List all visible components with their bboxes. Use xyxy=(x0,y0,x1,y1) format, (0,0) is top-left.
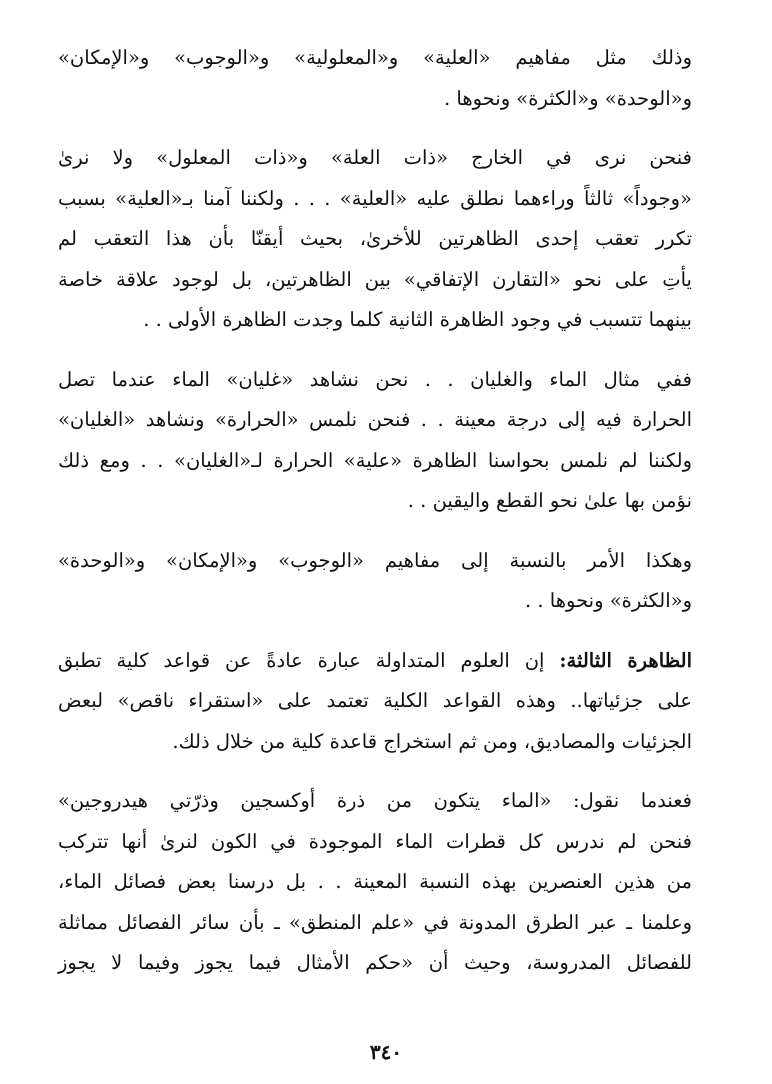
paragraph-other-concepts xyxy=(58,541,714,622)
text-line: «وجوداً» ثالثاً وراءهما نطلق عليه «العلية» . . . ولكننا آمنا بـ«العلية» بسبب xyxy=(58,186,692,210)
text-line: نؤمن بها علىٰ نحو القطع واليقين . . xyxy=(407,489,692,512)
text-line: الحرارة فيه إلى درجة معينة . . فنحن نلمس «الحرارة» ونشاهد «الغليان» xyxy=(58,408,692,431)
text-fragment: إن العلوم المتداولة عبارة عادةً عن قواعد كلية تطبق xyxy=(58,648,545,672)
text-line: بينهما تتسبب في وجود الظاهرة الثانية كلما وجدت الظاهرة الأولى . . xyxy=(143,308,692,331)
paragraph-water-composition xyxy=(58,781,714,984)
paragraph-causality xyxy=(58,138,714,341)
text-line: فعندما نقول: «الماء يتكون من ذرة أوكسجين وذرّتي هيدروجين» xyxy=(58,789,692,812)
text-line: فنحن نرى في الخارج «ذات العلة» و«ذات المعلول» ولا نرىٰ xyxy=(58,146,692,169)
text-line: فنحن لم ندرس كل قطرات الماء الموجودة في الكون لنرىٰ أنها تتركب xyxy=(58,829,692,853)
text-line: وعلمنا ـ عبر الطرق المدونة في «علم المنطق» ـ بأن سائر الفصائل مماثلة xyxy=(58,910,692,934)
paragraph-concepts-list xyxy=(58,38,714,119)
text-line: ولكننا لم نلمس بحواسنا الظاهرة «علية» الحرارة لـ«الغليان» . . ومع ذلك xyxy=(58,448,692,472)
text-line: و«الوحدة» و«الكثرة» ونحوها . xyxy=(443,86,692,110)
text-line: ففي مثال الماء والغليان . . نحن نشاهد «غليان» الماء عندما تصل xyxy=(58,367,692,391)
text-line: من هذين العنصرين بهذه النسبة المعينة . . بل درسنا بعض فصائل الماء، xyxy=(58,870,692,893)
paragraph-third-phenomenon xyxy=(58,641,714,763)
text-line: تكرر تعقب إحدى الظاهرتين للأخرىٰ، بحيث أيقنّا بأن هذا التعقب لم xyxy=(58,227,692,250)
text-line: على جزئياتها.. وهذه القواعد الكلية تعتمد على «استقراء ناقص» لبعض xyxy=(58,689,692,712)
text-line: للفصائل المدروسة، وحيث أن «حكم الأمثال فيما يجوز وفيما لا يجوز xyxy=(58,951,692,974)
page-body xyxy=(58,38,714,1003)
text-line xyxy=(58,641,714,682)
text-line: الجزئيات والمصاديق، ومن ثم استخراج قاعدة كلية من خلال ذلك. xyxy=(172,729,692,753)
text-line: و«الكثرة» ونحوها . . xyxy=(525,589,692,612)
section-heading: الظاهرة الثالثة: xyxy=(559,648,692,672)
text-line: وذلك مثل مفاهيم «العلية» و«المعلولية» و«الوجوب» و«الإمكان» xyxy=(58,46,692,69)
text-line: يأتِ على نحو «التقارن الإتفاقي» بين الظاهرتين، بل لوجود علاقة خاصة xyxy=(58,267,692,291)
page-number: ٣٤٠ xyxy=(369,1040,403,1064)
paragraph-water-boiling xyxy=(58,360,714,522)
text-line: وهكذا الأمر بالنسبة إلى مفاهيم «الوجوب» و«الإمكان» و«الوحدة» xyxy=(58,548,692,572)
